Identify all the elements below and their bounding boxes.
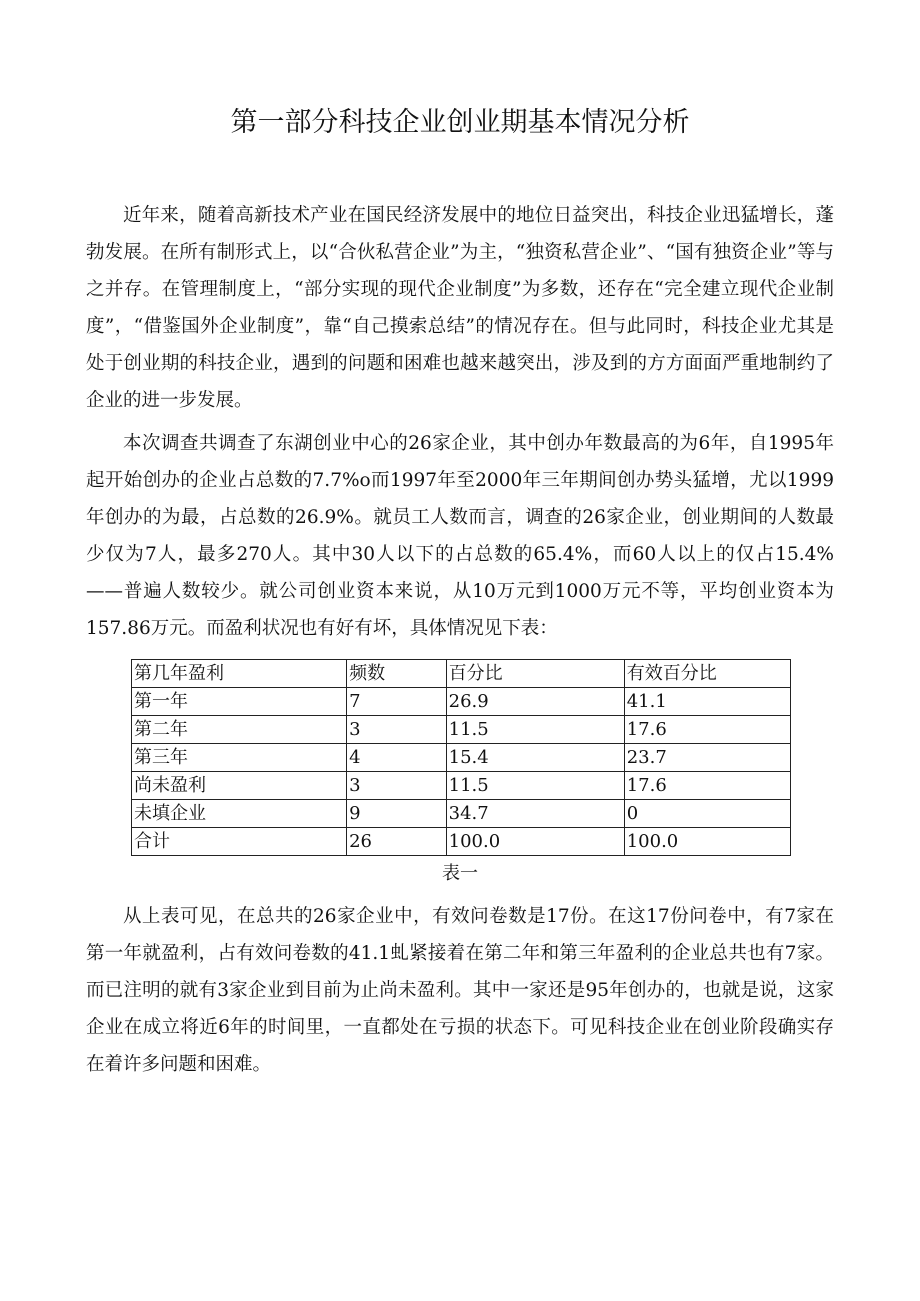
table-cell: 17.6 <box>624 716 790 744</box>
paragraph-survey: 本次调查共调查了东湖创业中心的26家企业，其中创办年数最高的为6年，自1995年起开始创办的企业占总数的7.7%o而1997年至2000年三年期间创办势头猛增，尤以1999年创办的为最，占总数的26.9%。就员工人数而言，调查的26家企业，创业期间的人数最少仅为7人，最多270人。其中30人以下的占总数的65.4%，而60人以上的仅占15.4%——普遍人数较少。就公司创业资本来说，从10万元到1000万元不等，平均创业资本为157.86万元。而盈利状况也有好有坏，具体情况见下表： <box>86 433 834 639</box>
paragraph-conclusion: 从上表可见，在总共的26家企业中，有效问卷数是17份。在这17份问卷中，有7家在第一年就盈利，占有效问卷数的41.1虬紧接着在第二年和第三年盈利的企业总共也有7家。而已注明的就有3家企业到目前为止尚未盈利。其中一家还是95年创办的，也就是说，这家企业在成立将近6年的时间里，一直都处在亏损的状态下。可见科技企业在创业阶段确实存在着许多问题和困难。 <box>86 906 834 1075</box>
table-row <box>132 716 791 744</box>
table-cell: 合计 <box>132 828 347 856</box>
table-header-cell: 频数 <box>347 660 447 688</box>
paragraph-intro: 近年来，随着高新技术产业在国民经济发展中的地位日益突出，科技企业迅猛增长，蓬勃发展。在所有制形式上，以“合伙私营企业”为主，“独资私营企业”、“国有独资企业”等与之并存。在管理制度上，“部分实现的现代企业制度”为多数，还存在“完全建立现代企业制度”，“借鉴国外企业制度”，靠“自己摸索总结”的情况存在。但与此同时，科技企业尤其是处于创业期的科技企业，遇到的问题和困难也越来越突出，涉及到的方方面面严重地制约了企业的进一步发展。 <box>86 205 834 411</box>
table-cell: 11.5 <box>446 772 624 800</box>
table-cell: 未填企业 <box>132 800 347 828</box>
table-header-cell: 第几年盈利 <box>132 660 347 688</box>
table-cell: 第一年 <box>132 688 347 716</box>
table-cell: 3 <box>347 772 447 800</box>
table-caption: 表一 <box>442 863 478 884</box>
table-cell: 26 <box>347 828 447 856</box>
table-cell: 0 <box>624 800 790 828</box>
profit-table <box>131 659 791 856</box>
table-cell: 第二年 <box>132 716 347 744</box>
table-cell: 15.4 <box>446 744 624 772</box>
table-row-total <box>132 828 791 856</box>
table-header-row <box>132 660 791 688</box>
table-cell: 3 <box>347 716 447 744</box>
page-title: 第一部分科技企业创业期基本情况分析 <box>230 107 690 138</box>
table-cell: 23.7 <box>624 744 790 772</box>
table-cell: 4 <box>347 744 447 772</box>
table-cell: 11.5 <box>446 716 624 744</box>
table-cell: 9 <box>347 800 447 828</box>
table-cell: 第三年 <box>132 744 347 772</box>
table-row <box>132 744 791 772</box>
table-row <box>132 688 791 716</box>
table-row <box>132 800 791 828</box>
table-cell: 100.0 <box>624 828 790 856</box>
table-header-cell: 有效百分比 <box>624 660 790 688</box>
table-cell: 26.9 <box>446 688 624 716</box>
table-cell: 7 <box>347 688 447 716</box>
table-cell: 17.6 <box>624 772 790 800</box>
table-cell: 尚未盈利 <box>132 772 347 800</box>
table-row <box>132 772 791 800</box>
table-cell: 34.7 <box>446 800 624 828</box>
table-cell: 100.0 <box>446 828 624 856</box>
table-cell: 41.1 <box>624 688 790 716</box>
table-header-cell: 百分比 <box>446 660 624 688</box>
